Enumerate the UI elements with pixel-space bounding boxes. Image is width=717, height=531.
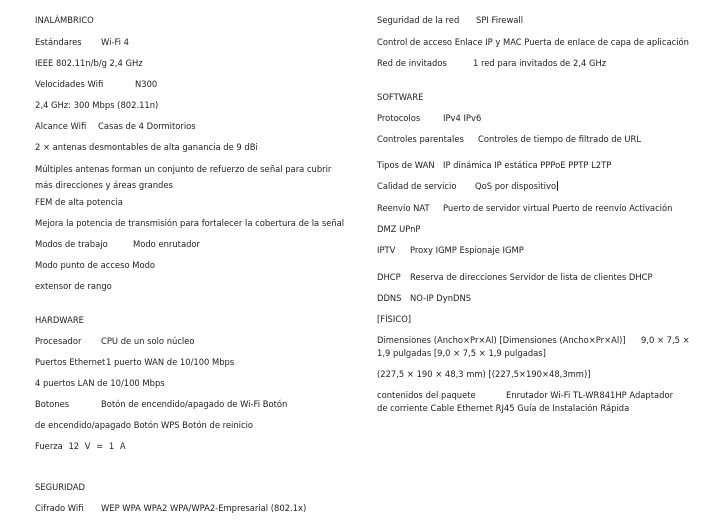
spec-label: DHCP <box>377 272 401 282</box>
spec-label: Dimensiones (Ancho×Pr×Al) [Dimensiones (Ancho×Pr×Al)] <box>377 335 626 345</box>
spec-label: Cifrado Wifi <box>35 503 84 513</box>
spec-row-ddns <box>377 293 471 304</box>
spec-multiples: Múltiples antenas forman un conjunto de refuerzo de señal para cubrir más direcciones y áreas grandes <box>35 164 332 190</box>
section-heading-fisico: [FÍSICO] <box>377 314 412 324</box>
spec-label: IPTV <box>377 245 396 255</box>
spec-control: Control de acceso Enlace IP y MAC Puerta de enlace de capa de aplicación <box>377 37 689 47</box>
spec-label: Alcance Wifi <box>35 121 87 131</box>
spec-label: Red de invitados <box>377 58 447 68</box>
spec-row-estandares <box>35 37 129 48</box>
spec-value: Puerto de servidor virtual Puerto de reenvío Activación <box>443 203 673 213</box>
spec-label: Calidad de servicio <box>377 181 457 191</box>
spec-value: NO-IP DynDNS <box>410 293 472 303</box>
spec-ieee: IEEE 802.11n/b/g 2,4 GHz <box>35 58 143 68</box>
spec-row-dhcp <box>377 272 653 283</box>
spec-label: Modos de trabajo <box>35 239 108 249</box>
spec-value: Casas de 4 Dormitorios <box>98 121 196 131</box>
spec-value: Botón de encendido/apagado de Wi-Fi Botón <box>101 399 288 409</box>
spec-row-puertos <box>35 357 234 368</box>
section-heading-software: SOFTWARE <box>377 92 424 102</box>
spec-row-wan <box>377 160 611 171</box>
spec-fuerza: Fuerza 12 V = 1 A <box>35 441 126 451</box>
spec-row-protocolos <box>377 113 481 124</box>
spec-lan: 4 puertos LAN de 10/100 Mbps <box>35 378 165 388</box>
spec-label: Seguridad de la red <box>377 15 460 25</box>
spec-fem: FEM de alta potencia <box>35 197 123 207</box>
spec-extensor: extensor de rango <box>35 281 112 291</box>
spec-label: Estándares <box>35 37 82 47</box>
spec-value: IPv4 IPv6 <box>443 113 482 123</box>
spec-modo-ap: Modo punto de acceso Modo <box>35 260 156 270</box>
spec-label: Controles parentales <box>377 134 464 144</box>
spec-dmz: DMZ UPnP <box>377 224 421 234</box>
spec-value: N300 <box>135 79 158 89</box>
spec-botones-cont: de encendido/apagado Botón WPS Botón de reinicio <box>35 420 254 430</box>
section-heading-hardware: HARDWARE <box>35 315 84 325</box>
spec-label: Protocolos <box>377 113 421 123</box>
spec-label: DDNS <box>377 293 402 303</box>
spec-row-modos <box>35 239 200 250</box>
spec-value: Reserva de direcciones Servidor de lista de clientes DHCP <box>410 272 653 282</box>
spec-row-cifrado <box>35 503 306 514</box>
spec-value: Proxy IGMP Espionaje IGMP <box>410 245 524 255</box>
spec-label: Tipos de WAN <box>377 160 435 170</box>
section-heading-inalambrico: INALÁMBRICO <box>35 15 94 25</box>
spec-label: Reenvío NAT <box>377 203 430 213</box>
spec-value: 1 red para invitados de 2,4 GHz <box>473 58 607 68</box>
spec-row-nat <box>377 203 672 214</box>
spec-value: Enrutador Wi-Fi TL-WR841HP Adaptador <box>506 390 674 400</box>
spec-row-alcance <box>35 121 196 132</box>
spec-label: Puertos Ethernet <box>35 357 106 367</box>
spec-value: Modo enrutador <box>133 239 200 249</box>
spec-value: Wi-Fi 4 <box>101 37 129 47</box>
spec-row-procesador <box>35 336 195 347</box>
section-heading-seguridad: SEGURIDAD <box>35 482 85 492</box>
spec-label: Botones <box>35 399 70 409</box>
spec-value: WEP WPA WPA2 WPA/WPA2-Empresarial (802.1x) <box>101 503 307 513</box>
spec-contenidos-cont: de corriente Cable Ethernet RJ45 Guía de Instalación Rápida <box>377 403 630 413</box>
spec-row-velocidades <box>35 79 157 90</box>
spec-row-seg-red <box>377 15 523 26</box>
spec-row-calidad <box>377 181 558 192</box>
spec-value: IP dinámica IP estática PPPoE PPTP L2TP <box>443 160 612 170</box>
spec-row-dimensiones <box>377 335 690 346</box>
spec-dimensiones-mm: (227,5 × 190 × 48,3 mm) [(227,5×190×48,3mm)] <box>377 369 591 379</box>
spec-antenas: 2 × antenas desmontables de alta ganancia de 9 dBi <box>35 142 258 152</box>
spec-value: 9,0 × 7,5 × <box>641 335 690 345</box>
spec-value: CPU de un solo núcleo <box>101 336 195 346</box>
spec-label: Procesador <box>35 336 82 346</box>
spec-mejora: Mejora la potencia de transmisión para fortalecer la cobertura de la señal <box>35 218 345 228</box>
spec-value: 1 puerto WAN de 10/100 Mbps <box>106 357 235 367</box>
spec-value: QoS por dispositivo <box>475 181 557 191</box>
spec-label: contenidos del paquete <box>377 390 476 400</box>
spec-row-botones <box>35 399 287 410</box>
spec-value: Controles de tiempo de filtrado de URL <box>478 134 642 144</box>
spec-row-contenidos <box>377 390 673 401</box>
spec-row-parentales <box>377 134 641 145</box>
spec-dimensiones-cont: 1,9 pulgadas [9,0 × 7,5 × 1,9 pulgadas] <box>377 348 546 358</box>
spec-label: Velocidades Wifi <box>35 79 104 89</box>
spec-value: SPI Firewall <box>476 15 524 25</box>
spec-row-invitados <box>377 58 606 69</box>
text-cursor <box>557 181 558 191</box>
spec-ghz: 2,4 GHz: 300 Mbps (802.11n) <box>35 100 159 110</box>
spec-row-iptv <box>377 245 524 256</box>
